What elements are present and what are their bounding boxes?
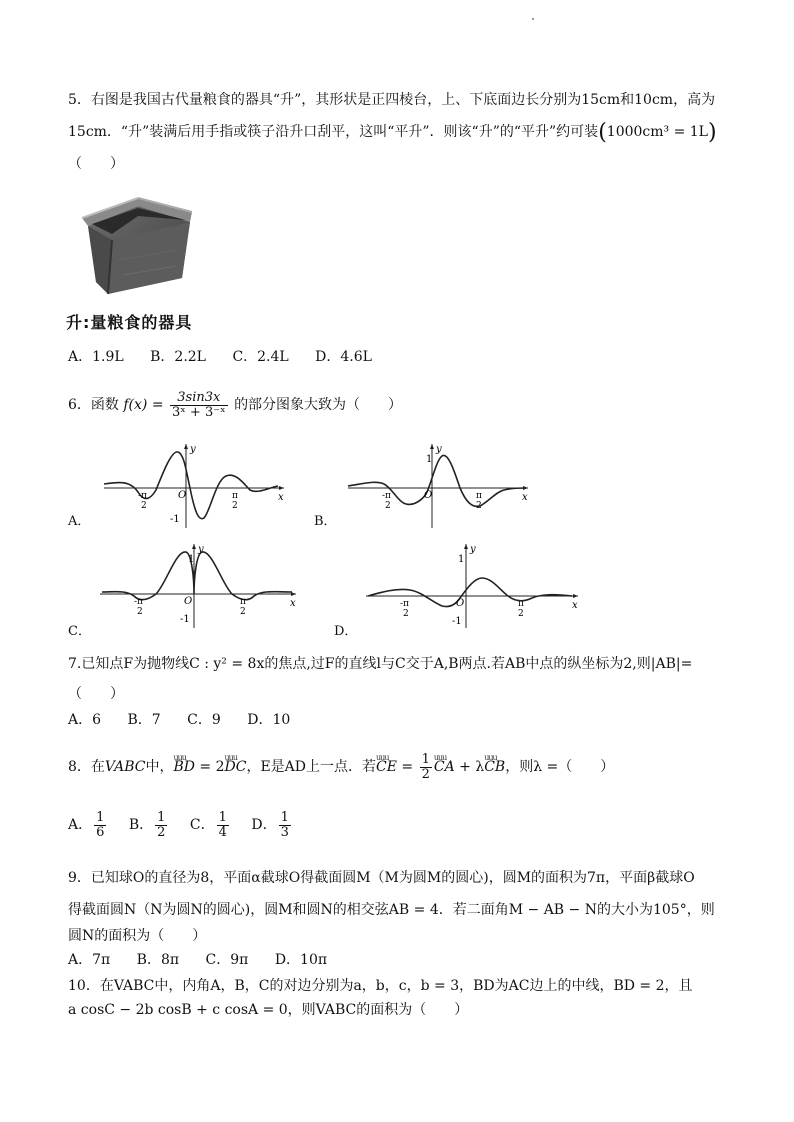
svg-text:2: 2 — [141, 501, 147, 511]
q9-option-b[interactable]: B．8π — [136, 952, 180, 968]
q10-line2: a cosC − 2b cosB + c cosA = 0，则VABC的面积为（ ） — [68, 1002, 469, 1018]
svg-text:x: x — [522, 492, 528, 503]
q5-line2-text: 15cm．“升”装满后用手指或筷子沿升口刮平，这叫“平升”．则该“升”的“平升”约可装 — [68, 124, 599, 140]
q8-vec-cb: uuu CB — [484, 750, 505, 784]
q8-option-b-den: 2 — [157, 824, 166, 840]
q8-d: ，则λ =（ ） — [505, 759, 615, 775]
q8-options — [68, 808, 309, 842]
svg-text:2: 2 — [518, 609, 524, 619]
q5-blank: （ ） — [68, 156, 124, 172]
q5-option-b[interactable]: B．2.2L — [150, 349, 206, 365]
graph-c — [96, 540, 301, 630]
graph-d-label: D． — [334, 624, 358, 639]
q8-vec-bd: uuu BD — [173, 750, 195, 784]
svg-text:1: 1 — [188, 554, 195, 565]
svg-text:y: y — [198, 544, 204, 555]
q5-line1: 5．右图是我国古代量粮食的器具“升”，其形状是正四棱台，上、下底面边长分别为15cm和10cm，高为 — [68, 92, 716, 108]
q8-eq2: = — [396, 759, 418, 775]
svg-text:-1: -1 — [180, 614, 190, 625]
q8-option-c[interactable] — [190, 808, 231, 842]
svg-text:x: x — [278, 492, 284, 503]
svg-text:π: π — [232, 491, 238, 501]
q7-blank: （ ） — [68, 686, 124, 702]
speck — [532, 18, 534, 20]
q8-option-d[interactable] — [251, 808, 293, 842]
svg-text:2: 2 — [137, 607, 143, 617]
q5-line2: 15cm．“升”装满后用手指或筷子沿升口刮平，这叫“平升”．则该“升”的“平升”约可装(1000cm³ = 1L) — [68, 120, 717, 145]
q8-option-a-num: 1 — [96, 809, 105, 825]
q8-plus: + λ — [454, 759, 485, 775]
svg-text:-1: -1 — [452, 616, 462, 627]
q8-option-c-den: 4 — [218, 824, 227, 840]
q5-option-d[interactable]: D．4.6L — [315, 349, 372, 365]
q8-option-d-label: D． — [251, 817, 277, 833]
svg-text:π: π — [476, 491, 482, 501]
q8-vec-ce: uuu CE — [376, 750, 397, 784]
svg-text:y: y — [436, 444, 442, 455]
q5-options — [68, 347, 394, 367]
graph-b-label: B． — [314, 514, 337, 529]
svg-text:y: y — [190, 444, 196, 455]
q7-option-b[interactable]: B．7 — [127, 712, 161, 728]
q8-option-b-num: 1 — [157, 809, 166, 825]
svg-text:2: 2 — [476, 501, 482, 511]
q5-image-caption: 升:量粮食的器具 — [66, 313, 193, 332]
q8-option-c-label: C． — [189, 817, 215, 833]
q7-option-c[interactable]: C．9 — [187, 712, 221, 728]
svg-text:x: x — [290, 598, 296, 609]
graph-d — [362, 540, 582, 630]
q6-fraction — [170, 391, 228, 420]
svg-text:-π: -π — [382, 491, 391, 501]
svg-text:O: O — [178, 490, 187, 501]
graph-a-label: A． — [68, 514, 91, 529]
svg-text:-π: -π — [138, 491, 147, 501]
svg-text:π: π — [240, 597, 246, 607]
svg-text:O: O — [456, 598, 465, 609]
q9-line3: 圆N的面积为（ ） — [68, 928, 207, 944]
q8-a: 8．在 — [68, 759, 105, 775]
svg-text:x: x — [572, 600, 578, 611]
q8-vec-ca: uuu CA — [434, 750, 455, 784]
svg-text:2: 2 — [240, 607, 246, 617]
q6-func: f(x) = — [123, 397, 164, 413]
svg-text:-1: -1 — [170, 514, 180, 525]
svg-text:-π: -π — [400, 599, 409, 609]
q9-option-d[interactable]: D．10π — [274, 952, 328, 968]
q6-prefix: 6．函数 — [68, 397, 119, 413]
q8-triangle: VABC — [104, 759, 146, 775]
q5-option-c[interactable]: C．2.4L — [232, 349, 289, 365]
svg-text:2: 2 — [385, 501, 391, 511]
svg-text:1: 1 — [426, 454, 433, 465]
q6-num: 3sin3x — [170, 391, 228, 406]
q5-option-a[interactable]: A．1.9L — [68, 349, 124, 365]
q10-line1: 10．在VABC中，内角A，B，C的对边分别为a，b，c，b = 3，BD为AC边上的中线，BD = 2，且 — [68, 978, 693, 994]
q8-option-d-den: 3 — [280, 824, 289, 840]
q8-option-b-label: B． — [128, 817, 154, 833]
q8-b: 中， — [145, 759, 174, 775]
graph-a — [98, 440, 288, 530]
q8-half-num: 1 — [421, 751, 430, 767]
graph-c-label: C． — [68, 624, 91, 639]
q8-option-c-num: 1 — [218, 809, 227, 825]
q8-eq1: = 2 — [194, 759, 225, 775]
svg-text:-π: -π — [134, 597, 143, 607]
q8-half — [420, 753, 432, 782]
q8-c: ，E是AD上一点．若 — [246, 759, 377, 775]
q7-line1: 7.已知点F为抛物线C : y² = 8x的焦点,过F的直线l与C交于A,B两点.若AB中点的纵坐标为2,则|AB|= — [68, 656, 693, 672]
q8-vec-dc: uuu DC — [225, 750, 247, 784]
q7-options — [68, 710, 312, 730]
q8-option-d-num: 1 — [280, 809, 289, 825]
q7-option-d[interactable]: D．10 — [247, 712, 291, 728]
svg-text:π: π — [518, 599, 524, 609]
q8-option-b[interactable] — [129, 808, 170, 842]
svg-text:2: 2 — [232, 501, 238, 511]
graph-b — [342, 440, 532, 530]
q6-stem — [68, 390, 402, 420]
q9-option-c[interactable]: C．9π — [205, 952, 249, 968]
q6-den: 3ˣ + 3⁻ˣ — [172, 404, 226, 420]
q8-stem — [68, 750, 614, 784]
svg-text:O: O — [184, 596, 193, 607]
q9-line2: 得截面圆N（N为圆N的圆心)，圆M和圆N的相交弦AB = 4．若二面角M − AB − N的大小为105°，则 — [68, 902, 715, 918]
sheng-vessel-image — [78, 190, 196, 302]
svg-text:2: 2 — [403, 609, 409, 619]
q9-option-a[interactable]: A．7π — [68, 952, 111, 968]
svg-text:1: 1 — [458, 554, 465, 565]
q8-half-den: 2 — [421, 766, 430, 782]
q8-option-a[interactable] — [68, 808, 108, 842]
svg-text:O: O — [424, 490, 433, 501]
q7-option-a[interactable]: A．6 — [68, 712, 102, 728]
svg-text:y: y — [470, 544, 476, 555]
q5-unit: 1000cm³ = 1L — [606, 124, 708, 140]
q8-option-a-label: A． — [68, 817, 93, 833]
q9-line1: 9．已知球O的直径为8，平面α截球O得截面圆M（M为圆M的圆心)，圆M的面积为7π，平面β截球O — [68, 870, 695, 886]
q9-options — [68, 950, 349, 970]
q8-option-a-den: 6 — [96, 824, 105, 840]
q6-suffix: 的部分图象大致为（ ） — [234, 397, 403, 413]
